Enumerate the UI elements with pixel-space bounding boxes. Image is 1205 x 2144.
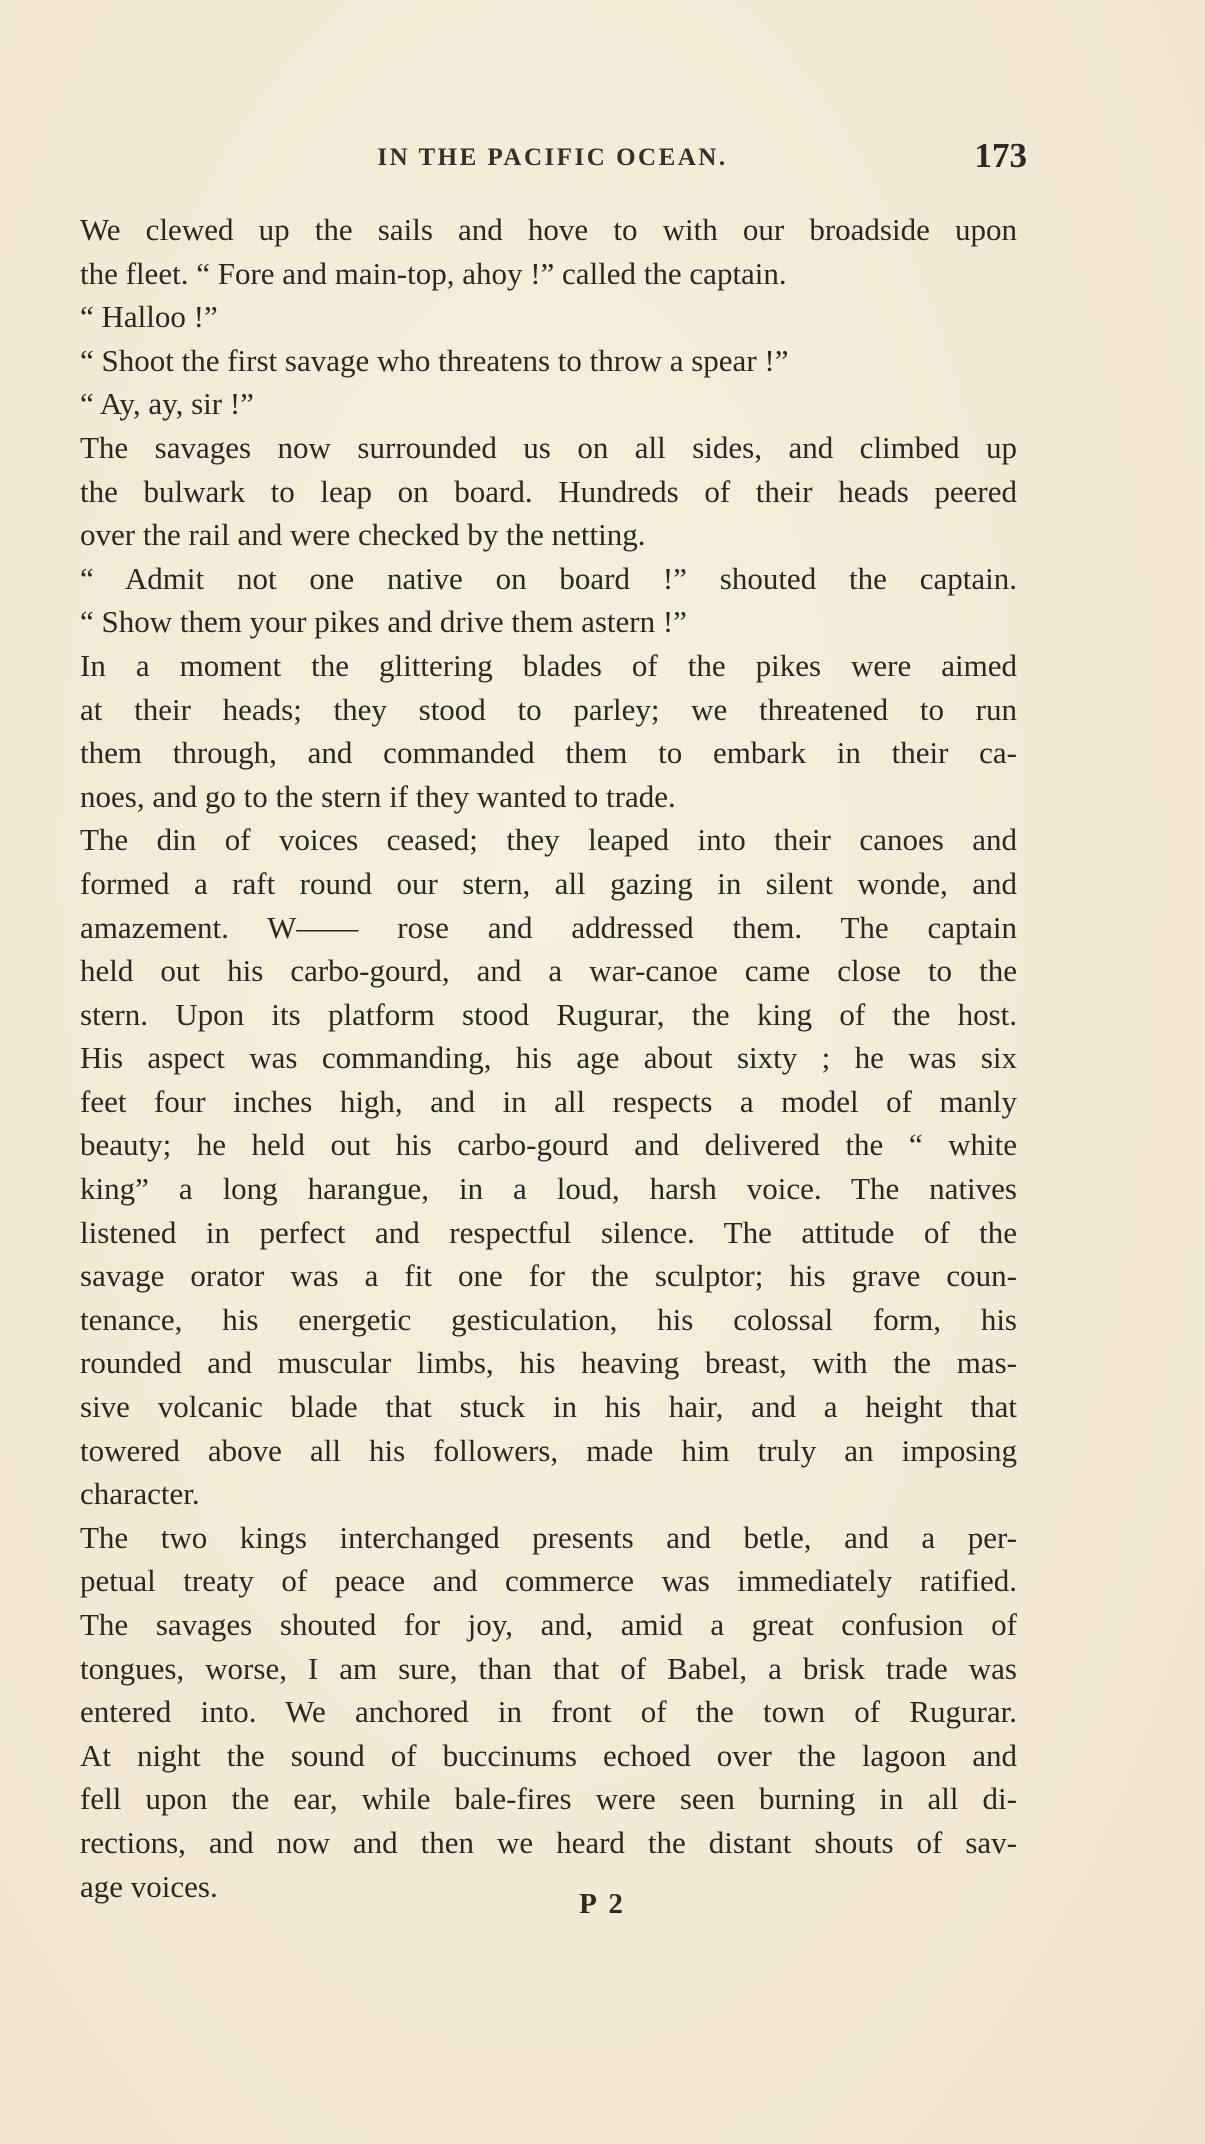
text-line: rections, and now and then we heard the distant shouts of sav- xyxy=(80,1824,1017,1860)
text-line: noes, and go to the stern if they wanted to trade. xyxy=(80,778,676,814)
text-line: rounded and muscular limbs, his heaving breast, with the mas- xyxy=(80,1345,1017,1381)
text-line: “ Show them your pikes and drive them astern !” xyxy=(80,604,687,640)
text-line: beauty; he held out his carbo-gourd and delivered the “ white xyxy=(80,1127,1017,1163)
text-line: formed a raft round our stern, all gazing in silent wonde, and xyxy=(80,865,1017,901)
text-line: His aspect was commanding, his age about sixty ; he was six xyxy=(80,1040,1017,1076)
text-line: king” a long harangue, in a loud, harsh voice. The natives xyxy=(80,1171,1017,1207)
text-line: feet four inches high, and in all respects a model of manly xyxy=(80,1083,1017,1119)
text-line: stern. Upon its platform stood Rugurar, the king of the host. xyxy=(80,996,1017,1032)
running-head xyxy=(80,136,1027,180)
text-line: entered into. We anchored in front of the town of Rugurar. xyxy=(80,1694,1017,1730)
text-line: at their heads; they stood to parley; we threatened to run xyxy=(80,691,1017,727)
text-line: sive volcanic blade that stuck in his hair, and a height that xyxy=(80,1389,1017,1425)
text-line: them through, and commanded them to embark in their ca- xyxy=(80,735,1017,771)
text-line: character. xyxy=(80,1476,200,1512)
signature-mark: P 2 xyxy=(579,1888,626,1920)
text-line: over the rail and were checked by the netting. xyxy=(80,517,646,553)
page-number: 173 xyxy=(974,136,1027,175)
running-title: IN THE PACIFIC OCEAN. xyxy=(377,144,728,171)
text-line: savage orator was a fit one for the sculptor; his grave coun- xyxy=(80,1258,1017,1294)
text-line: amazement. W—— rose and addressed them. The captain xyxy=(80,909,1017,945)
text-line: held out his carbo-gourd, and a war-canoe came close to the xyxy=(80,953,1017,989)
text-line: The two kings interchanged presents and betle, and a per- xyxy=(80,1519,1017,1555)
text-line: tongues, worse, I am sure, than that of Babel, a brisk trade was xyxy=(80,1650,1017,1686)
text-line: In a moment the glittering blades of the pikes were aimed xyxy=(80,647,1017,683)
text-line: tenance, his energetic gesticulation, his colossal form, his xyxy=(80,1301,1017,1337)
text-line: At night the sound of buccinums echoed over the lagoon and xyxy=(80,1737,1017,1773)
text-line: “ Ay, ay, sir !” xyxy=(80,386,254,422)
text-line: towered above all his followers, made him truly an imposing xyxy=(80,1432,1017,1468)
text-line: fell upon the ear, while bale-fires were seen burning in all di- xyxy=(80,1781,1017,1817)
body-text xyxy=(80,208,1017,1908)
text-line: petual treaty of peace and commerce was immediately ratified. xyxy=(80,1563,1017,1599)
text-line: listened in perfect and respectful silence. The attitude of the xyxy=(80,1214,1017,1250)
text-line: The din of voices ceased; they leaped into their canoes and xyxy=(80,822,1017,858)
text-line: age voices. xyxy=(80,1868,218,1904)
text-line: the bulwark to leap on board. Hundreds of their heads peered xyxy=(80,473,1017,509)
text-line: The savages shouted for joy, and, amid a great confusion of xyxy=(80,1607,1017,1642)
text-line: the fleet. “ Fore and main-top, ahoy !” called the captain. xyxy=(80,255,787,291)
text-line: The savages now surrounded us on all sides, and climbed up xyxy=(80,429,1017,465)
text-line: We clewed up the sails and hove to with our broadside upon xyxy=(80,212,1017,247)
text-line: “ Admit not one native on board !” shouted the captain. xyxy=(80,560,1017,596)
text-line: “ Shoot the first savage who threatens to throw a spear !” xyxy=(80,342,789,378)
text-line: “ Halloo !” xyxy=(80,299,218,335)
